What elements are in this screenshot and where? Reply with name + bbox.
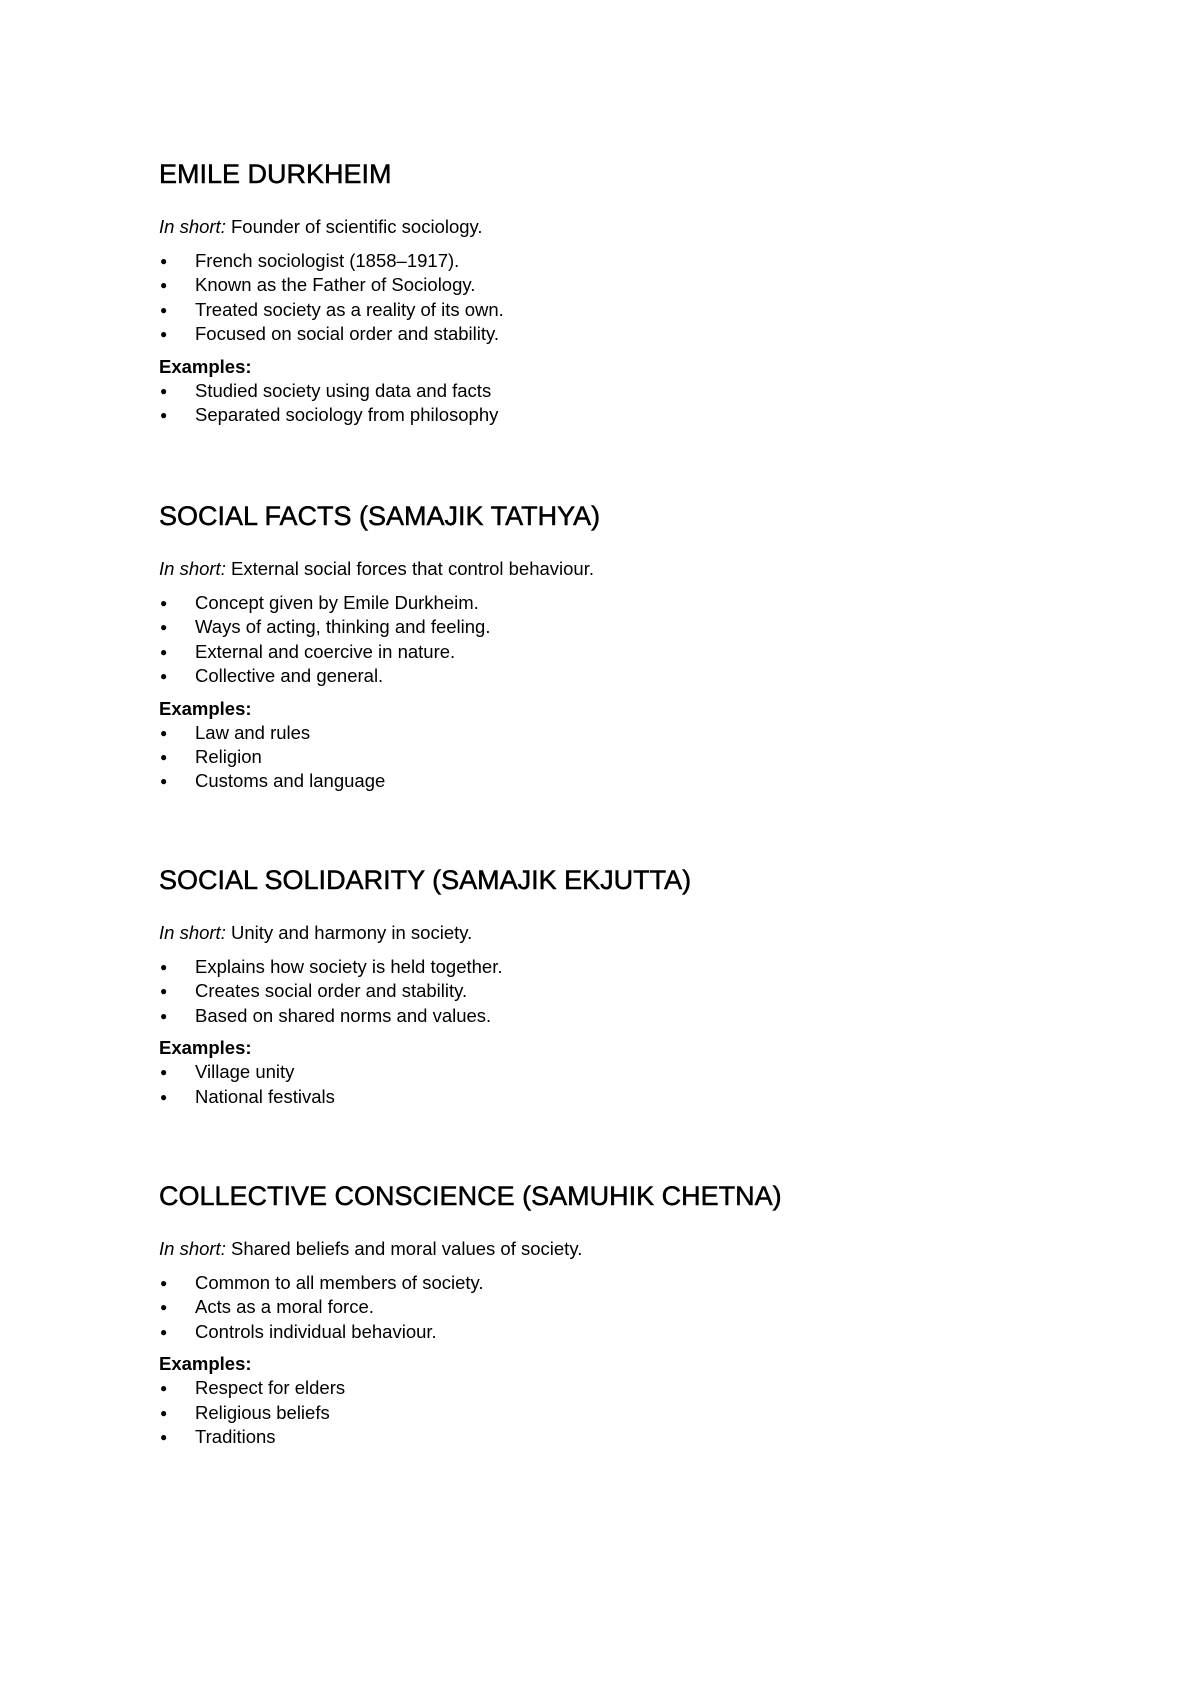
in-short-text: Founder of scientific sociology. <box>225 216 483 237</box>
list-item <box>159 1271 1119 1295</box>
examples-list <box>159 379 1119 428</box>
in-short-label: In short: <box>159 558 226 579</box>
bullet-icon: ● <box>160 620 168 635</box>
points-list <box>159 955 1119 1028</box>
list-item-text: French sociologist (1858–1917). <box>195 250 460 271</box>
bullet-icon: ● <box>160 1276 168 1290</box>
list-item-text: Acts as a moral force. <box>195 1296 374 1318</box>
in-short-line <box>159 1237 1119 1261</box>
in-short-label: In short: <box>159 922 226 943</box>
section-social-facts <box>159 500 1119 794</box>
section-social-solidarity <box>159 864 1119 1109</box>
bullet-icon: ● <box>160 669 168 684</box>
list-item-text: Religion <box>195 745 262 767</box>
list-item-text: Creates social order and stability. <box>195 980 468 1002</box>
list-item-text: Known as the Father of Sociology. <box>195 274 476 296</box>
section-heading: SOCIAL FACTS (SAMAJIK TATHYA) <box>159 501 601 531</box>
list-item <box>159 1401 1119 1425</box>
list-item <box>159 322 1119 346</box>
list-item-text: Religious beliefs <box>195 1401 330 1423</box>
list-item-text: External and coercive in nature. <box>195 640 456 662</box>
in-short-text: Shared beliefs and moral values of society. <box>225 1238 583 1259</box>
points-list <box>159 1271 1119 1344</box>
list-item <box>159 955 1119 979</box>
list-item <box>159 664 1119 688</box>
in-short-text: External social forces that control behaviour. <box>225 558 594 579</box>
bullet-icon: ● <box>160 1405 168 1420</box>
list-item <box>159 1320 1119 1344</box>
list-item <box>159 979 1119 1003</box>
examples-list <box>159 721 1119 794</box>
list-item-text: Based on shared norms and values. <box>195 1004 492 1026</box>
section-heading: EMILE DURKHEIM <box>159 159 392 189</box>
list-item-text: Treated society as a reality of its own. <box>195 298 504 320</box>
list-item <box>159 403 1119 427</box>
list-item-text: Studied society using data and facts <box>195 379 492 401</box>
list-item <box>159 745 1119 769</box>
list-item <box>159 1425 1119 1449</box>
section-collective-conscience <box>159 1180 1119 1449</box>
list-item <box>159 249 1119 273</box>
list-item-text: National festivals <box>195 1085 335 1107</box>
bullet-icon: ● <box>160 749 168 764</box>
bullet-icon: ● <box>160 327 168 342</box>
examples-label: Examples: <box>159 697 252 719</box>
bullet-icon: ● <box>160 1089 168 1104</box>
bullet-icon: ● <box>160 1300 168 1315</box>
list-item <box>159 640 1119 664</box>
examples-list <box>159 1060 1119 1109</box>
in-short-line <box>159 215 1119 239</box>
in-short-line <box>159 557 1119 581</box>
list-item <box>159 721 1119 745</box>
bullet-icon: ● <box>160 1065 168 1080</box>
list-item <box>159 615 1119 639</box>
list-item-text: Respect for elders <box>195 1377 346 1399</box>
in-short-text: Unity and harmony in society. <box>225 922 473 943</box>
list-item <box>159 298 1119 322</box>
list-item <box>159 1376 1119 1400</box>
list-item-text: Explains how society is held together. <box>195 956 503 977</box>
list-item-text: Ways of acting, thinking and feeling. <box>195 616 491 638</box>
bullet-icon: ● <box>160 383 168 398</box>
list-item-text: Collective and general. <box>195 665 384 687</box>
examples-label: Examples: <box>159 1353 252 1375</box>
list-item <box>159 1004 1119 1028</box>
list-item-text: Focused on social order and stability. <box>195 323 500 345</box>
bullet-icon: ● <box>160 1429 168 1444</box>
section-heading: SOCIAL SOLIDARITY (SAMAJIK EKJUTTA) <box>159 865 692 895</box>
examples-label: Examples: <box>159 355 252 377</box>
list-item-text: Traditions <box>195 1425 276 1447</box>
bullet-icon: ● <box>160 278 168 293</box>
section-heading: COLLECTIVE CONSCIENCE (SAMUHIK CHETNA) <box>159 1181 782 1211</box>
in-short-label: In short: <box>159 1238 226 1259</box>
list-item <box>159 1295 1119 1319</box>
bullet-icon: ● <box>160 254 168 268</box>
points-list <box>159 249 1119 347</box>
bullet-icon: ● <box>160 725 168 740</box>
bullet-icon: ● <box>160 1324 168 1339</box>
list-item-text: Village unity <box>195 1061 295 1083</box>
bullet-icon: ● <box>160 1008 168 1023</box>
bullet-icon: ● <box>160 1381 168 1396</box>
list-item <box>159 1060 1119 1084</box>
list-item-text: Common to all members of society. <box>195 1272 484 1293</box>
examples-list <box>159 1376 1119 1449</box>
bullet-icon: ● <box>160 596 168 610</box>
list-item-text: Controls individual behaviour. <box>195 1320 437 1342</box>
bullet-icon: ● <box>160 644 168 659</box>
bullet-icon: ● <box>160 302 168 317</box>
points-list <box>159 591 1119 689</box>
bullet-icon: ● <box>160 774 168 789</box>
list-item <box>159 1085 1119 1109</box>
section-emile-durkheim <box>159 158 1119 427</box>
list-item <box>159 379 1119 403</box>
list-item-text: Customs and language <box>195 770 386 792</box>
list-item <box>159 591 1119 615</box>
bullet-icon: ● <box>160 960 168 974</box>
list-item-text: Concept given by Emile Durkheim. <box>195 592 479 613</box>
list-item <box>159 769 1119 793</box>
bullet-icon: ● <box>160 984 168 999</box>
bullet-icon: ● <box>160 407 168 422</box>
list-item-text: Law and rules <box>195 721 311 743</box>
list-item <box>159 273 1119 297</box>
list-item-text: Separated sociology from philosophy <box>195 403 499 425</box>
in-short-line <box>159 921 1119 945</box>
in-short-label: In short: <box>159 216 226 237</box>
examples-label: Examples: <box>159 1037 252 1059</box>
